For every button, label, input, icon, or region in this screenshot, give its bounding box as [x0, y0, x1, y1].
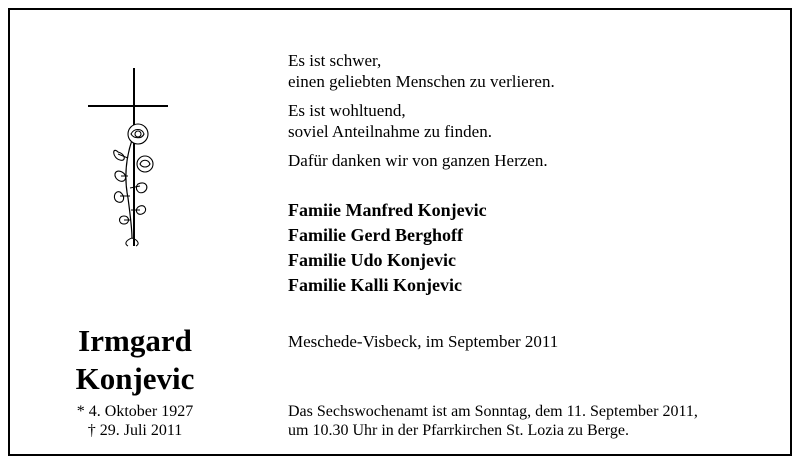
verse-stanza-2 [288, 100, 555, 142]
family-name: Familie Udo Konjevic [288, 250, 456, 270]
verse-line: Es ist schwer, [288, 51, 382, 70]
deceased-name [50, 322, 220, 398]
life-dates [50, 402, 220, 440]
deceased-first-name: Irmgard [78, 323, 192, 358]
obituary-notice [8, 8, 792, 456]
family-name: Familie Gerd Berghoff [288, 225, 463, 245]
service-line: um 10.30 Uhr in der Pfarrkirchen St. Lozia zu Berge. [288, 422, 629, 439]
verse-stanza-3 [288, 150, 555, 171]
thank-you-verse [288, 50, 555, 179]
service-line: Das Sechswochenamt ist am Sonntag, dem 11. September 2011, [288, 403, 698, 420]
birth-date: * 4. Oktober 1927 [76, 403, 194, 420]
verse-line: einen geliebten Menschen zu verlieren. [288, 72, 555, 91]
death-date: † 29. Juli 2011 [87, 422, 183, 439]
family-list [288, 198, 487, 298]
deceased-last-name: Konjevic [75, 361, 195, 396]
verse-line: Dafür danken wir von ganzen Herzen. [288, 151, 548, 170]
verse-line: soviel Anteilnahme zu finden. [288, 122, 492, 141]
family-name: Familie Kalli Konjevic [288, 275, 462, 295]
memorial-service-info [288, 402, 698, 440]
verse-line: Es ist wohltuend, [288, 101, 406, 120]
family-name: Famiie Manfred Konjevic [288, 200, 487, 220]
cross-with-rose-icon [88, 68, 168, 248]
place-and-date: Meschede-Visbeck, im September 2011 [288, 332, 559, 351]
verse-stanza-1 [288, 50, 555, 92]
